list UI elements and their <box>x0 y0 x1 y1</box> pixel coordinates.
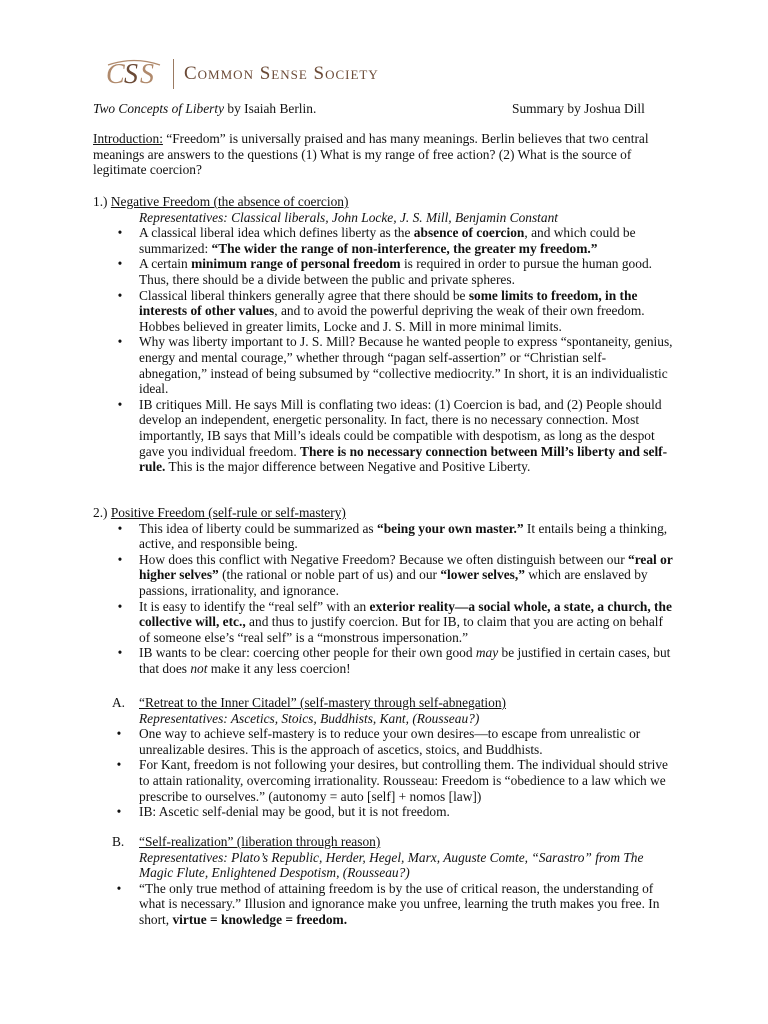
list-item: • It is easy to identify the “real self” with an exterior reality—a social whole, a state, a church, the collective will, etc., and thus to justify coercion. But for IB, to claim that you are acting on behalf of someone else’s “real self” is a “monstrous impersonation.” <box>93 599 673 646</box>
logo-divider <box>173 59 174 89</box>
work-citation <box>93 101 316 117</box>
summary-author: Summary by Joshua Dill <box>512 101 645 116</box>
section-title: 1.) Negative Freedom (the absence of coercion) <box>93 194 349 209</box>
list-item: • IB wants to be clear: coercing other people for their own good may be justified in certain cases, but that does not make it any less coercion! <box>93 645 673 676</box>
css-monogram-icon <box>104 56 164 92</box>
section-positive-freedom <box>93 505 673 677</box>
introduction-text: “Freedom” is universally praised and has many meanings. Berlin believes that two central meanings are answers to the questions (1) What is my range of free action? (2) What is the source of legitimate coercion? <box>93 131 649 178</box>
list-item: • IB: Ascetic self-denial may be good, but it is not freedom. <box>112 804 672 820</box>
introduction-paragraph <box>93 131 673 178</box>
bullet-icon: • <box>117 396 123 412</box>
subsection-self-realization <box>112 834 672 928</box>
list-item: • A certain minimum range of personal freedom is required in order to pursue the human good. Thus, there should be a divide between the public and private spheres. <box>93 256 673 287</box>
bullet-icon: • <box>116 757 122 773</box>
bullet-icon: • <box>117 645 123 661</box>
section-representatives: Representatives: Classical liberals, John Locke, J. S. Mill, Benjamin Constant <box>139 209 559 225</box>
subsection-title: B. “Self-realization” (liberation through reason) <box>112 834 381 849</box>
bullet-list <box>112 726 672 820</box>
list-item: • This idea of liberty could be summarized as “being your own master.” It entails being a thinking, active, and responsible being. <box>93 521 673 552</box>
subsection-representatives: Representatives: Ascetics, Stoics, Buddhists, Kant, (Rousseau?) <box>139 710 480 726</box>
section-title: 2.) Positive Freedom (self-rule or self-mastery) <box>93 505 346 520</box>
list-item: • IB critiques Mill. He says Mill is conflating two ideas: (1) Coercion is bad, and (2) People should develop an independent, energetic personality. In fact, there is no necessary connection. Most importantly, IB says that Mill’s ideals could be compatible with despotism, as long as the despot gave you individual freedom. There is no necessary connection between Mill’s liberty and self-rule. This is the major difference between Negative and Positive Liberty. <box>93 397 673 475</box>
bullet-icon: • <box>117 520 123 536</box>
bullet-icon: • <box>117 598 123 614</box>
introduction-label: Introduction: <box>93 131 163 146</box>
bullet-list <box>93 521 673 677</box>
list-item: • Why was liberty important to J. S. Mill? Because he wanted people to express “spontaneity, genius, energy and mental courage,” whether through “pagan self-assertion” or “Christian self-abnegation,” instead of being subsumed by “collective mediocrity.” In short, it is an individualistic ideal. <box>93 334 673 396</box>
list-item: • “The only true method of attaining freedom is by the use of critical reason, the understanding of what is necessary.” Illusion and ignorance make you unfree, learning the truth makes you free. In short, virtue = knowledge = freedom. <box>112 881 672 928</box>
bullet-icon: • <box>116 726 122 742</box>
bullet-icon: • <box>117 225 123 241</box>
bullet-icon: • <box>116 880 122 896</box>
svg-text:C: C <box>106 59 125 90</box>
bullet-icon: • <box>117 287 123 303</box>
section-negative-freedom <box>93 194 673 475</box>
svg-text:S: S <box>124 59 138 90</box>
work-author: by Isaiah Berlin. <box>224 101 317 116</box>
subsection-title: A. “Retreat to the Inner Citadel” (self-mastery through self-abnegation) <box>112 695 506 710</box>
bullet-list <box>112 881 672 928</box>
bullet-icon: • <box>116 804 122 820</box>
subsection-representatives: Representatives: Plato’s Republic, Herder, Hegel, Marx, Auguste Comte, “Sarastro” from The Magic Flute, Enlightened Despotism, (Rousseau?) <box>139 849 644 881</box>
list-item: • Classical liberal thinkers generally agree that there should be some limits to freedom, in the interests of other values, and to avoid the powerful depriving the weak of their own freedom. Hobbes believed in greater limits, Locke and J. S. Mill in more minimal limits. <box>93 288 673 335</box>
bullet-icon: • <box>117 551 123 567</box>
bullet-icon: • <box>117 334 123 350</box>
common-sense-society-logo <box>104 56 379 92</box>
list-item: • One way to achieve self-mastery is to reduce your own desires—to escape from unrealistic or unrealizable desires. This is the approach of ascetics, stoics, and Buddhists. <box>112 726 672 757</box>
logo-wordmark: Common Sense Society <box>184 63 379 84</box>
list-item: • For Kant, freedom is not following your desires, but controlling them. The individual should strive to attain rationality, overcoming irrationality. Rousseau: Freedom is “obedience to a law which we prescribe to ourselves.” (autonomy = auto [self] + nomos [law]) <box>112 757 672 804</box>
subsection-inner-citadel <box>112 695 672 820</box>
work-title: Two Concepts of Liberty <box>93 101 225 116</box>
bullet-list <box>93 225 673 475</box>
svg-text:S: S <box>140 59 154 90</box>
list-item: • How does this conflict with Negative Freedom? Because we often distinguish between our “real or higher selves” (the rational or noble part of us) and our “lower selves,” which are enslaved by passions, irrationality, and ignorance. <box>93 552 673 599</box>
bullet-icon: • <box>117 256 123 272</box>
list-item: • A classical liberal idea which defines liberty as the absence of coercion, and which could be summarized: “The wider the range of non-interference, the greater my freedom.” <box>93 225 673 256</box>
